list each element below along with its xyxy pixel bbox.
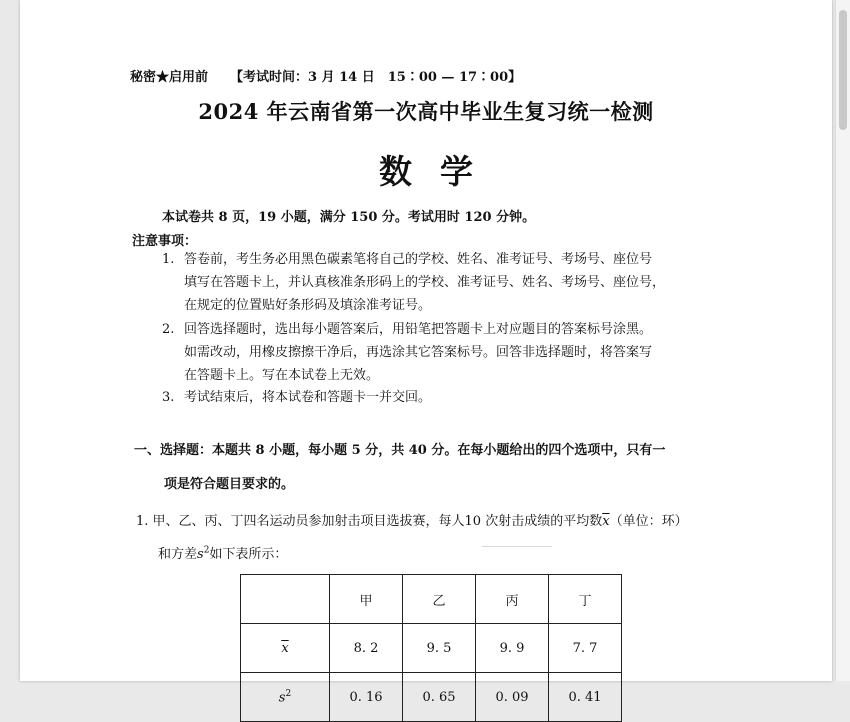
table-header-cell: 甲 [330,575,403,624]
table-header-cell: 丙 [476,575,549,624]
table-cell: 9. 5 [403,624,476,673]
notice-line: 回答选择题时，选出每小题答案后，用铅笔把答题卡上对应题目的答案标号涂黑。 [184,322,653,337]
notice-line: 答卷前，考生务必用黑色碳素笔将自己的学校、姓名、准考证号、考场号、座位号 [184,252,653,267]
notice-item-number: 1. [162,252,175,267]
variance-symbol: s [197,547,204,562]
secret-label: 秘密★启用前 [130,70,209,85]
question-1-line1 [136,510,688,529]
variance-row-label: s [278,690,286,706]
table-header-row [241,575,622,624]
document-page [20,0,832,706]
scrollbar-thumb[interactable] [839,10,847,130]
mean-row-label: $\overline{x}$ [281,640,289,656]
vertical-scrollbar[interactable] [835,0,850,681]
notice-line: 填写在答题卡上，并认真核准条形码上的学校、准考证号、姓名、考场号、座位号， [184,275,666,290]
table-cell: 9. 9 [476,624,549,673]
table-header-cell [241,575,330,624]
question-1-line2 [158,543,287,562]
notice-line: 考试结束后，将本试卷和答题卡一并交回。 [184,390,432,405]
question-1-line2-suffix: 如下表所示： [209,547,288,562]
header-line [130,66,521,85]
table-cell: 0. 65 [403,673,476,722]
notice-item-number: 2. [162,322,175,337]
table-cell: 0. 09 [476,673,549,722]
scan-mark [482,546,552,547]
notice-line: 在规定的位置贴好条形码及填涂准考证号。 [184,298,432,313]
table-row [241,624,622,673]
section-heading-line1: 一、选择题：本题共 8 小题，每小题 5 分，共 40 分。在每小题给出的四个选项中，只有一 [134,443,666,458]
question-1-unit: （单位：环） [609,514,688,529]
question-1-line2-prefix: 和方差 [158,547,198,562]
notice-line: 如需改动，用橡皮擦擦干净后，再选涂其它答案标号。回答非选择题时，将答案写 [184,345,653,360]
notice-item-number: 3. [162,390,175,405]
variance-row-exponent: 2 [285,688,292,699]
exam-time: 【考试时间：3 月 14 日 15∶00 — 17∶00】 [230,70,522,85]
table-cell: 8. 2 [330,624,403,673]
table-cell: 7. 7 [549,624,622,673]
table-header-cell: 丁 [549,575,622,624]
notice-line: 在答题卡上。写在本试卷上无效。 [184,368,380,383]
section-heading-line2: 项是符合题目要求的。 [164,477,295,492]
exam-intro: 本试卷共 8 页，19 小题，满分 150 分。考试用时 120 分钟。 [162,210,536,225]
mean-symbol: $\overline{x}$ [602,514,610,529]
question-1-prefix: 1. 甲、乙、丙、丁四名运动员参加射击项目选拔赛，每人10 次射击成绩的平均数 [136,514,603,529]
exam-title: 2024 年云南省第一次高中毕业生复习统一检测 [198,99,654,124]
table-row [241,673,622,722]
variance-exponent: 2 [203,545,210,556]
table-cell: 0. 41 [549,673,622,722]
subject-title: 数学 [379,152,501,191]
notice-title: 注意事项： [132,234,198,249]
table-cell: 0. 16 [330,673,403,722]
table-header-cell: 乙 [403,575,476,624]
score-table [240,574,622,722]
